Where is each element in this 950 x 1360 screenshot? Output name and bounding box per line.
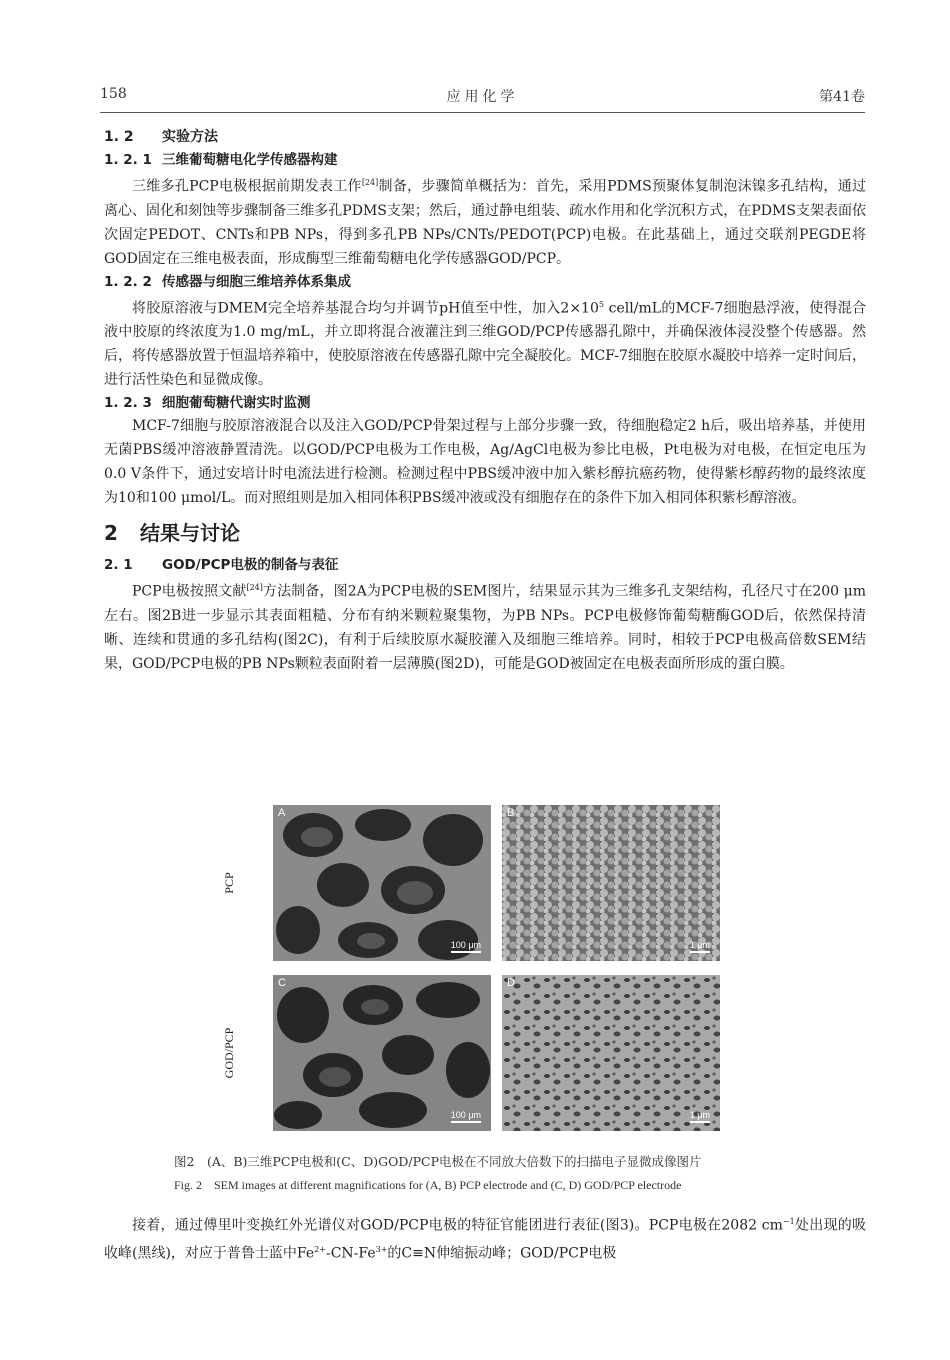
figure-caption-cn: 图2 (A、B)三维PCP电极和(C、D)GOD/PCP电极在不同放大倍数下的扫描电子显微成像图片 xyxy=(174,1154,702,1169)
running-head xyxy=(100,86,865,108)
sem-image-c xyxy=(273,975,491,1131)
volume-label: 第41卷 xyxy=(819,89,865,105)
sem-image-a xyxy=(273,805,491,961)
section-heading-2-1: 2. 1 GOD/PCP电极的制备与表征 xyxy=(104,557,339,574)
figure-2 xyxy=(222,805,722,1135)
section-heading-1-2-2: 1. 2. 2 传感器与细胞三维培养体系集成 xyxy=(104,273,351,290)
panel-label-a: A xyxy=(278,807,286,819)
citation-ref: [24] xyxy=(246,583,263,593)
article-body xyxy=(104,126,866,676)
sem-panel-a xyxy=(273,805,491,961)
row-label-god-pcp: GOD/PCP xyxy=(222,1027,236,1079)
panel-label-c: C xyxy=(278,977,286,989)
scale-bar-b: 1 μm xyxy=(690,940,710,953)
scale-bar-d: 1 μm xyxy=(690,1110,710,1123)
section-heading-1-2: 1. 2 实验方法 xyxy=(104,129,218,145)
scale-bar-c: 100 μm xyxy=(451,1110,481,1123)
sem-image-b xyxy=(502,805,720,961)
header-rule xyxy=(100,112,865,113)
sem-panel-c xyxy=(273,975,491,1131)
paragraph-1-2-2: 将胶原溶液与DMEM完全培养基混合均匀并调节pH值至中性，加入$2\times 10^5$ cell/mL的MCF-7细胞悬浮液，使得混合液中胶原的终浓度为1.0 mg/mL，并立即将混合液灌注到三维GOD/PCP传感器孔隙中，并确保液体浸没整个传感器。然后，将传感器放置于恒温培养箱中，使胶原溶液在传感器孔隙中完全凝胶化。MCF-7细胞在胶原水凝胶中培养一定时间后，进行活性染色和显微成像。 xyxy=(104,299,866,389)
section-heading-1-2-3: 1. 2. 3 细胞葡萄糖代谢实时监测 xyxy=(104,395,311,412)
paragraph-2-1: PCP电极按照文献[24]方法制备，图2A为PCP电极的SEM图片，结果显示其为三维多孔支架结构，孔径尺寸在200 μm左右。图2B进一步显示其表面粗糙、分布有纳米颗粒聚集物，为PB NPs。PCP电极修饰葡萄糖酶GOD后，依然保持清晰、连续和贯通的多孔结构(图2C)，有利于后续胶原水凝胶灌入及细胞三维培养。同时，相较于PCP电极高倍数SEM结果，GOD/PCP电极的PB NPs颗粒表面附着一层薄膜(图2D)，可能是GOD被固定在电极表面所形成的蛋白膜。 xyxy=(104,583,866,672)
paragraph-1-2-3: MCF-7细胞与胶原溶液混合以及注入GOD/PCP骨架过程与上部分步骤一致，待细胞稳定2 h后，吸出培养基，并使用无菌PBS缓冲溶液静置清洗。以GOD/PCP电极为工作电极，Ag/AgCl电极为参比电极，Pt电极为对电极，在恒定电压为0.0 V条件下，通过安培计时电流法进行检测。检测过程中PBS缓冲液中加入紫杉醇抗癌药物，使得紫杉醇药物的最终浓度为10和100 μmol/L。而对照组则是加入相同体积PBS缓冲液或没有细胞存在的条件下加入相同体积紫杉醇溶液。 xyxy=(104,418,866,507)
section-heading-2: 2 结果与讨论 xyxy=(104,521,240,546)
panel-label-d: D xyxy=(507,977,515,989)
scale-bar-a: 100 μm xyxy=(451,940,481,953)
sem-image-d xyxy=(502,975,720,1131)
figure-caption-en: Fig. 2 SEM images at different magnifications for (A, B) PCP electrode and (C, D) GOD/PCP electrode xyxy=(174,1178,682,1192)
journal-title: 应用化学 xyxy=(446,89,519,105)
sem-panel-d xyxy=(502,975,720,1131)
panel-label-b: B xyxy=(507,807,515,819)
row-label-pcp: PCP xyxy=(222,872,236,894)
citation-ref: [24] xyxy=(361,178,379,187)
sem-panel-b xyxy=(502,805,720,961)
paragraph-1-2-1: 三维多孔PCP电极根据前期发表工作[24]制备，步骤简单概括为：首先，采用PDMS预聚体复制泡沫镍多孔结构，通过离心、固化和刻蚀等步骤制备三维多孔PDMS支架；然后，通过静电组装、疏水作用和化学沉积方式，在PDMS支架表面依次固定PEDOT、CNTs和PB NPs，得到多孔PB NPs/CNTs/PEDOT(PCP)电极。在此基础上，通过交联剂PEGDE将GOD固定在三维电极表面，形成酶型三维葡萄糖电化学传感器GOD/PCP。 xyxy=(104,178,866,267)
page-number: 158 xyxy=(100,86,127,102)
section-heading-1-2-1: 1. 2. 1 三维葡萄糖电化学传感器构建 xyxy=(104,152,338,168)
closing-paragraph: 接着，通过傅里叶变换红外光谱仪对GOD/PCP电极的特征官能团进行表征(图3)。PCP电极在2082 $cm^{-1}$处出现的吸收峰(黑线)，对应于普鲁士蓝中$Fe^{2+}-CN-Fe^{3+}$的C≡N伸缩振动峰；GOD/PCP电极 xyxy=(104,1217,867,1262)
